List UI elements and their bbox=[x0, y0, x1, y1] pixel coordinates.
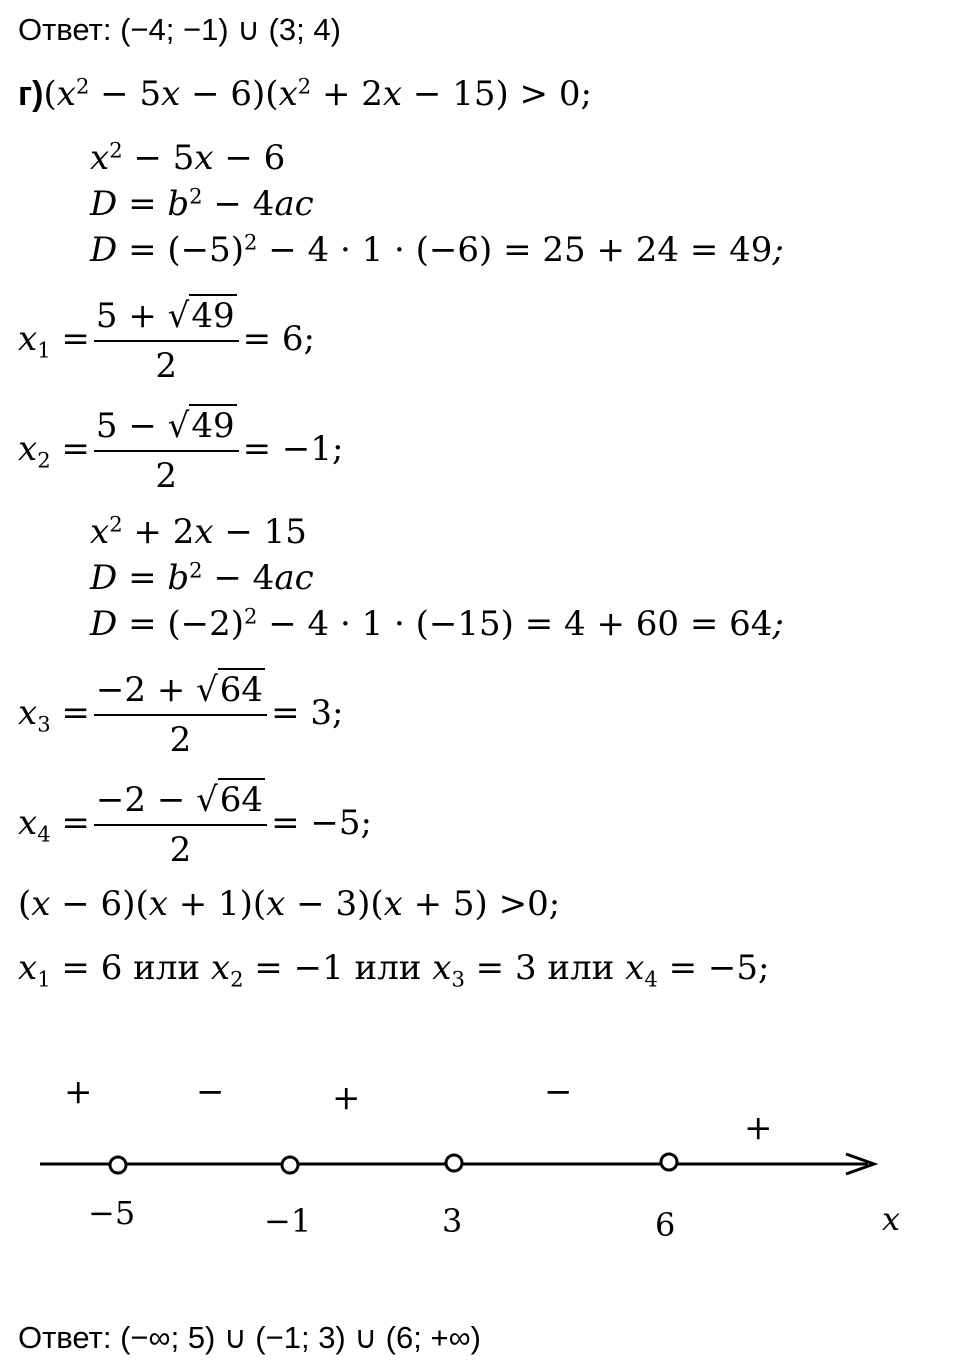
roots-summary: $x_1 = 6$ или $x_2 = -1$ или $x_3 = 3$ или $x_4 = -5$; bbox=[18, 948, 770, 992]
quadratic-2-expression: $x^2 + 2x - 15$ bbox=[90, 511, 307, 552]
sign-interval-4: − bbox=[544, 1072, 573, 1112]
number-line bbox=[0, 1060, 960, 1260]
problem-statement bbox=[18, 74, 592, 114]
problem-inequality: $(x^2 - 5x - 6)(x^2 + 2x - 15) > 0$; bbox=[43, 73, 592, 114]
discriminant-formula-1: $D = b^2 - 4ac$ bbox=[90, 183, 314, 224]
point-label-6: 6 bbox=[655, 1206, 676, 1244]
discriminant-calc-1: $D = (-5)^2 - 4 \cdot 1 \cdot (-6) = 25 + 24 = 49$; bbox=[90, 229, 784, 270]
point-label-minus-1: −1 bbox=[264, 1202, 312, 1240]
answer-previous: Ответ: (−4; −1) ∪ (3; 4) bbox=[18, 12, 341, 47]
sign-interval-1: + bbox=[64, 1072, 93, 1112]
sign-interval-5: + bbox=[744, 1108, 773, 1148]
root-x4: $x_4$ = $\frac{-2 - √64}{2}$ = −5; bbox=[18, 780, 372, 870]
factored-inequality: (x − 6)(x + 1)(x − 3)(x + 5) >0; bbox=[18, 884, 561, 924]
open-point-3 bbox=[446, 1155, 462, 1171]
sign-interval-2: − bbox=[196, 1072, 225, 1112]
point-label-minus-5: −5 bbox=[88, 1194, 136, 1232]
discriminant-calc-2: $D = (-2)^2 - 4 \cdot 1 \cdot (-15) = 4 + 60 = 64$; bbox=[90, 603, 784, 644]
open-point-minus-1 bbox=[282, 1157, 298, 1173]
quadratic-1-expression: $x^2 - 5x - 6$ bbox=[90, 137, 286, 178]
discriminant-formula-2: $D = b^2 - 4ac$ bbox=[90, 557, 314, 598]
point-label-3: 3 bbox=[442, 1202, 463, 1240]
sign-interval-3: + bbox=[332, 1078, 361, 1118]
open-point-minus-5 bbox=[110, 1157, 126, 1173]
root-x2: $x_2$ = $\frac{5 - √49}{2}$ = −1; bbox=[18, 406, 344, 496]
root-x1: $x_1$ = $\frac{5 + √49}{2}$ = 6; bbox=[18, 296, 315, 386]
open-point-6 bbox=[661, 1154, 677, 1170]
root-x3: $x_3$ = $\frac{-2 + √64}{2}$ = 3; bbox=[18, 670, 344, 760]
axis-label-x: x bbox=[882, 1200, 901, 1238]
answer-final: Ответ: (−∞; 5) ∪ (−1; 3) ∪ (6; +∞) bbox=[18, 1320, 481, 1355]
part-label: г) bbox=[18, 75, 44, 113]
